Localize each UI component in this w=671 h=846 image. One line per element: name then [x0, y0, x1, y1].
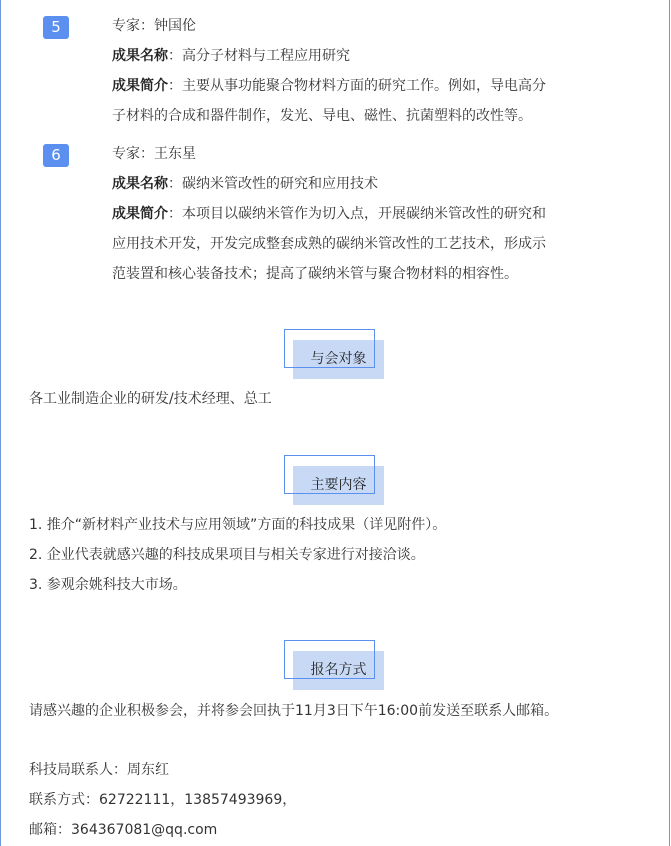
section-title-audience: [284, 329, 384, 379]
section-title-content: [284, 455, 384, 505]
achievement-intro-line: 范装置和核心装备技术；提高了碳纳米管与聚合物材料的相容性。: [112, 266, 518, 282]
achievement-intro-line: 子材料的合成和器件制作，发光、导电、磁性、抗菌塑料的改性等。: [112, 108, 532, 124]
contact-email: 邮箱：364367081@qq.com: [29, 822, 218, 838]
achievement-name: [112, 46, 350, 66]
achievement-intro-label: 成果简介: [112, 78, 168, 94]
achievement-number-badge: 6: [43, 144, 69, 167]
achievement-name: [112, 174, 378, 194]
section-title-text: 主要内容: [310, 477, 367, 493]
section-title-registration: [284, 640, 384, 690]
achievement-intro: [112, 76, 546, 96]
content-list-item: 3. 参观余姚科技大市场。: [29, 577, 187, 593]
section-title-text: 报名方式: [310, 662, 367, 678]
achievement-number-badge: 5: [43, 16, 69, 39]
registration-text: 请感兴趣的企业积极参会，并将参会回执于11月3日下午16:00前发送至联系人邮箱。: [29, 703, 559, 719]
content-list-item: 2. 企业代表就感兴趣的科技成果项目与相关专家进行对接洽谈。: [29, 547, 425, 563]
achievement-expert: 专家：王东星: [112, 146, 196, 162]
content-list-item: 1. 推介“新材料产业技术与应用领域”方面的科技成果（详见附件）。: [29, 517, 447, 533]
contact-phone: 联系方式：62722111，13857493969，: [29, 792, 297, 808]
achievement-intro-label: 成果简介: [112, 206, 168, 222]
section-title-text: 与会对象: [310, 351, 367, 367]
achievement-intro-line: ：主要从事功能聚合物材料方面的研究工作。例如，导电高分: [168, 78, 546, 94]
achievement-name-label: 成果名称: [112, 48, 168, 64]
achievement-intro: [112, 204, 546, 224]
achievement-intro-line: 应用技术开发，开发完成整套成熟的碳纳米管改性的工艺技术，形成示: [112, 236, 546, 252]
achievement-name-label: 成果名称: [112, 176, 168, 192]
achievement-expert: 专家：钟国伦: [112, 18, 196, 34]
frame-right-border: [669, 0, 670, 846]
frame-left-border: [0, 0, 1, 846]
achievement-name-value: ：碳纳米管改性的研究和应用技术: [168, 176, 378, 192]
audience-text: 各工业制造企业的研发/技术经理、总工: [29, 391, 272, 407]
achievement-name-value: ：高分子材料与工程应用研究: [168, 48, 350, 64]
contact-person: 科技局联系人：周东红: [29, 762, 169, 778]
achievement-intro-line: ：本项目以碳纳米管作为切入点，开展碳纳米管改性的研究和: [168, 206, 546, 222]
